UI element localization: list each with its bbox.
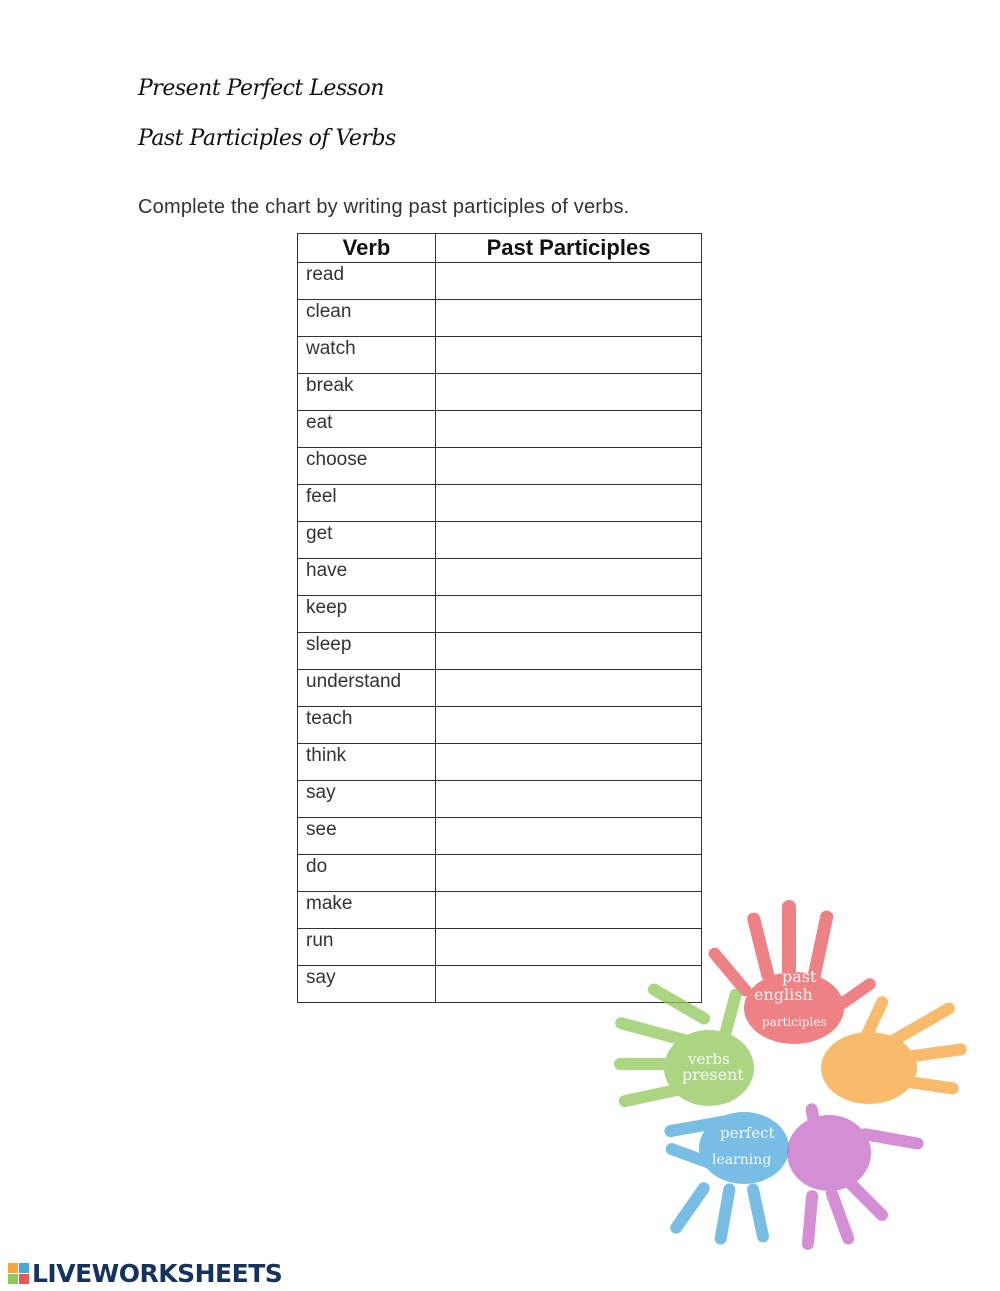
verb-cell: eat (298, 411, 436, 448)
liveworksheets-logo-icon (8, 1261, 30, 1285)
page-subtitle: Past Participles of Verbs (138, 126, 396, 151)
table-row (298, 596, 702, 633)
table-row (298, 559, 702, 596)
answer-cell[interactable] (436, 633, 702, 670)
answer-cell[interactable] (436, 855, 702, 892)
table-row (298, 855, 702, 892)
verb-cell: clean (298, 300, 436, 337)
answer-cell[interactable] (436, 337, 702, 374)
verb-cell: say (298, 966, 436, 1003)
answer-cell[interactable] (436, 707, 702, 744)
answer-cell[interactable] (436, 485, 702, 522)
past-participle-input[interactable] (436, 522, 701, 558)
verb-cell: understand (298, 670, 436, 707)
past-participle-input[interactable] (436, 448, 701, 484)
answer-cell[interactable] (436, 818, 702, 855)
table-body (298, 263, 702, 1003)
verb-cell: run (298, 929, 436, 966)
table-row (298, 670, 702, 707)
cloud-word-english: english (754, 985, 813, 1004)
past-participle-input[interactable] (436, 374, 701, 410)
table-row (298, 263, 702, 300)
table-row (298, 744, 702, 781)
past-participle-input[interactable] (436, 596, 701, 632)
cloud-word-perfect: perfect (720, 1124, 775, 1142)
instructions-text: Complete the chart by writing past participles of verbs. (138, 196, 630, 218)
verb-cell: see (298, 818, 436, 855)
table-row (298, 300, 702, 337)
purple-hand-shape (787, 1102, 925, 1250)
answer-cell[interactable] (436, 263, 702, 300)
past-participle-input[interactable] (436, 485, 701, 521)
table-row (298, 633, 702, 670)
table-row (298, 522, 702, 559)
word-cloud-hands-image (604, 898, 969, 1253)
verb-cell: make (298, 892, 436, 929)
verb-cell: teach (298, 707, 436, 744)
past-participle-input[interactable] (436, 744, 701, 780)
green-hand-shape (614, 981, 754, 1108)
cloud-word-present: present (682, 1065, 744, 1084)
table-row (298, 411, 702, 448)
answer-cell[interactable] (436, 781, 702, 818)
past-participle-input[interactable] (436, 781, 701, 817)
table-header-row (298, 234, 702, 263)
verb-cell: read (298, 263, 436, 300)
table-row (298, 448, 702, 485)
cloud-word-verbs: verbs (688, 1050, 730, 1068)
table-row (298, 707, 702, 744)
past-participle-input[interactable] (436, 818, 701, 854)
verb-cell: break (298, 374, 436, 411)
answer-cell[interactable] (436, 744, 702, 781)
table-row (298, 781, 702, 818)
verb-chart-table (297, 233, 702, 1003)
cloud-word-past: past (782, 967, 817, 986)
verb-cell: choose (298, 448, 436, 485)
answer-cell[interactable] (436, 670, 702, 707)
past-participle-input[interactable] (436, 855, 701, 891)
past-participle-input[interactable] (436, 337, 701, 373)
table-row (298, 337, 702, 374)
column-header-verb: Verb (298, 234, 436, 263)
past-participle-input[interactable] (436, 411, 701, 447)
verb-cell: have (298, 559, 436, 596)
past-participle-input[interactable] (436, 633, 701, 669)
answer-cell[interactable] (436, 411, 702, 448)
table-row (298, 485, 702, 522)
answer-cell[interactable] (436, 300, 702, 337)
table-row (298, 818, 702, 855)
past-participle-input[interactable] (436, 300, 701, 336)
verb-cell: do (298, 855, 436, 892)
verb-cell: sleep (298, 633, 436, 670)
verb-cell: say (298, 781, 436, 818)
answer-cell[interactable] (436, 374, 702, 411)
past-participle-input[interactable] (436, 559, 701, 595)
answer-cell[interactable] (436, 596, 702, 633)
cloud-word-learning: learning (712, 1152, 772, 1168)
liveworksheets-logo-text: LIVEWORKSHEETS (32, 1258, 283, 1288)
page-title: Present Perfect Lesson (138, 76, 384, 101)
answer-cell[interactable] (436, 559, 702, 596)
column-header-past-participles: Past Participles (436, 234, 702, 263)
past-participle-input[interactable] (436, 707, 701, 743)
verb-cell: feel (298, 485, 436, 522)
answer-cell[interactable] (436, 522, 702, 559)
verb-cell: watch (298, 337, 436, 374)
verb-cell: get (298, 522, 436, 559)
past-participle-input[interactable] (436, 670, 701, 706)
liveworksheets-logo (8, 1258, 282, 1288)
past-participle-input[interactable] (436, 263, 701, 299)
table-row (298, 374, 702, 411)
verb-cell: think (298, 744, 436, 781)
verb-cell: keep (298, 596, 436, 633)
answer-cell[interactable] (436, 448, 702, 485)
cloud-word-participles: participles (762, 1015, 827, 1029)
